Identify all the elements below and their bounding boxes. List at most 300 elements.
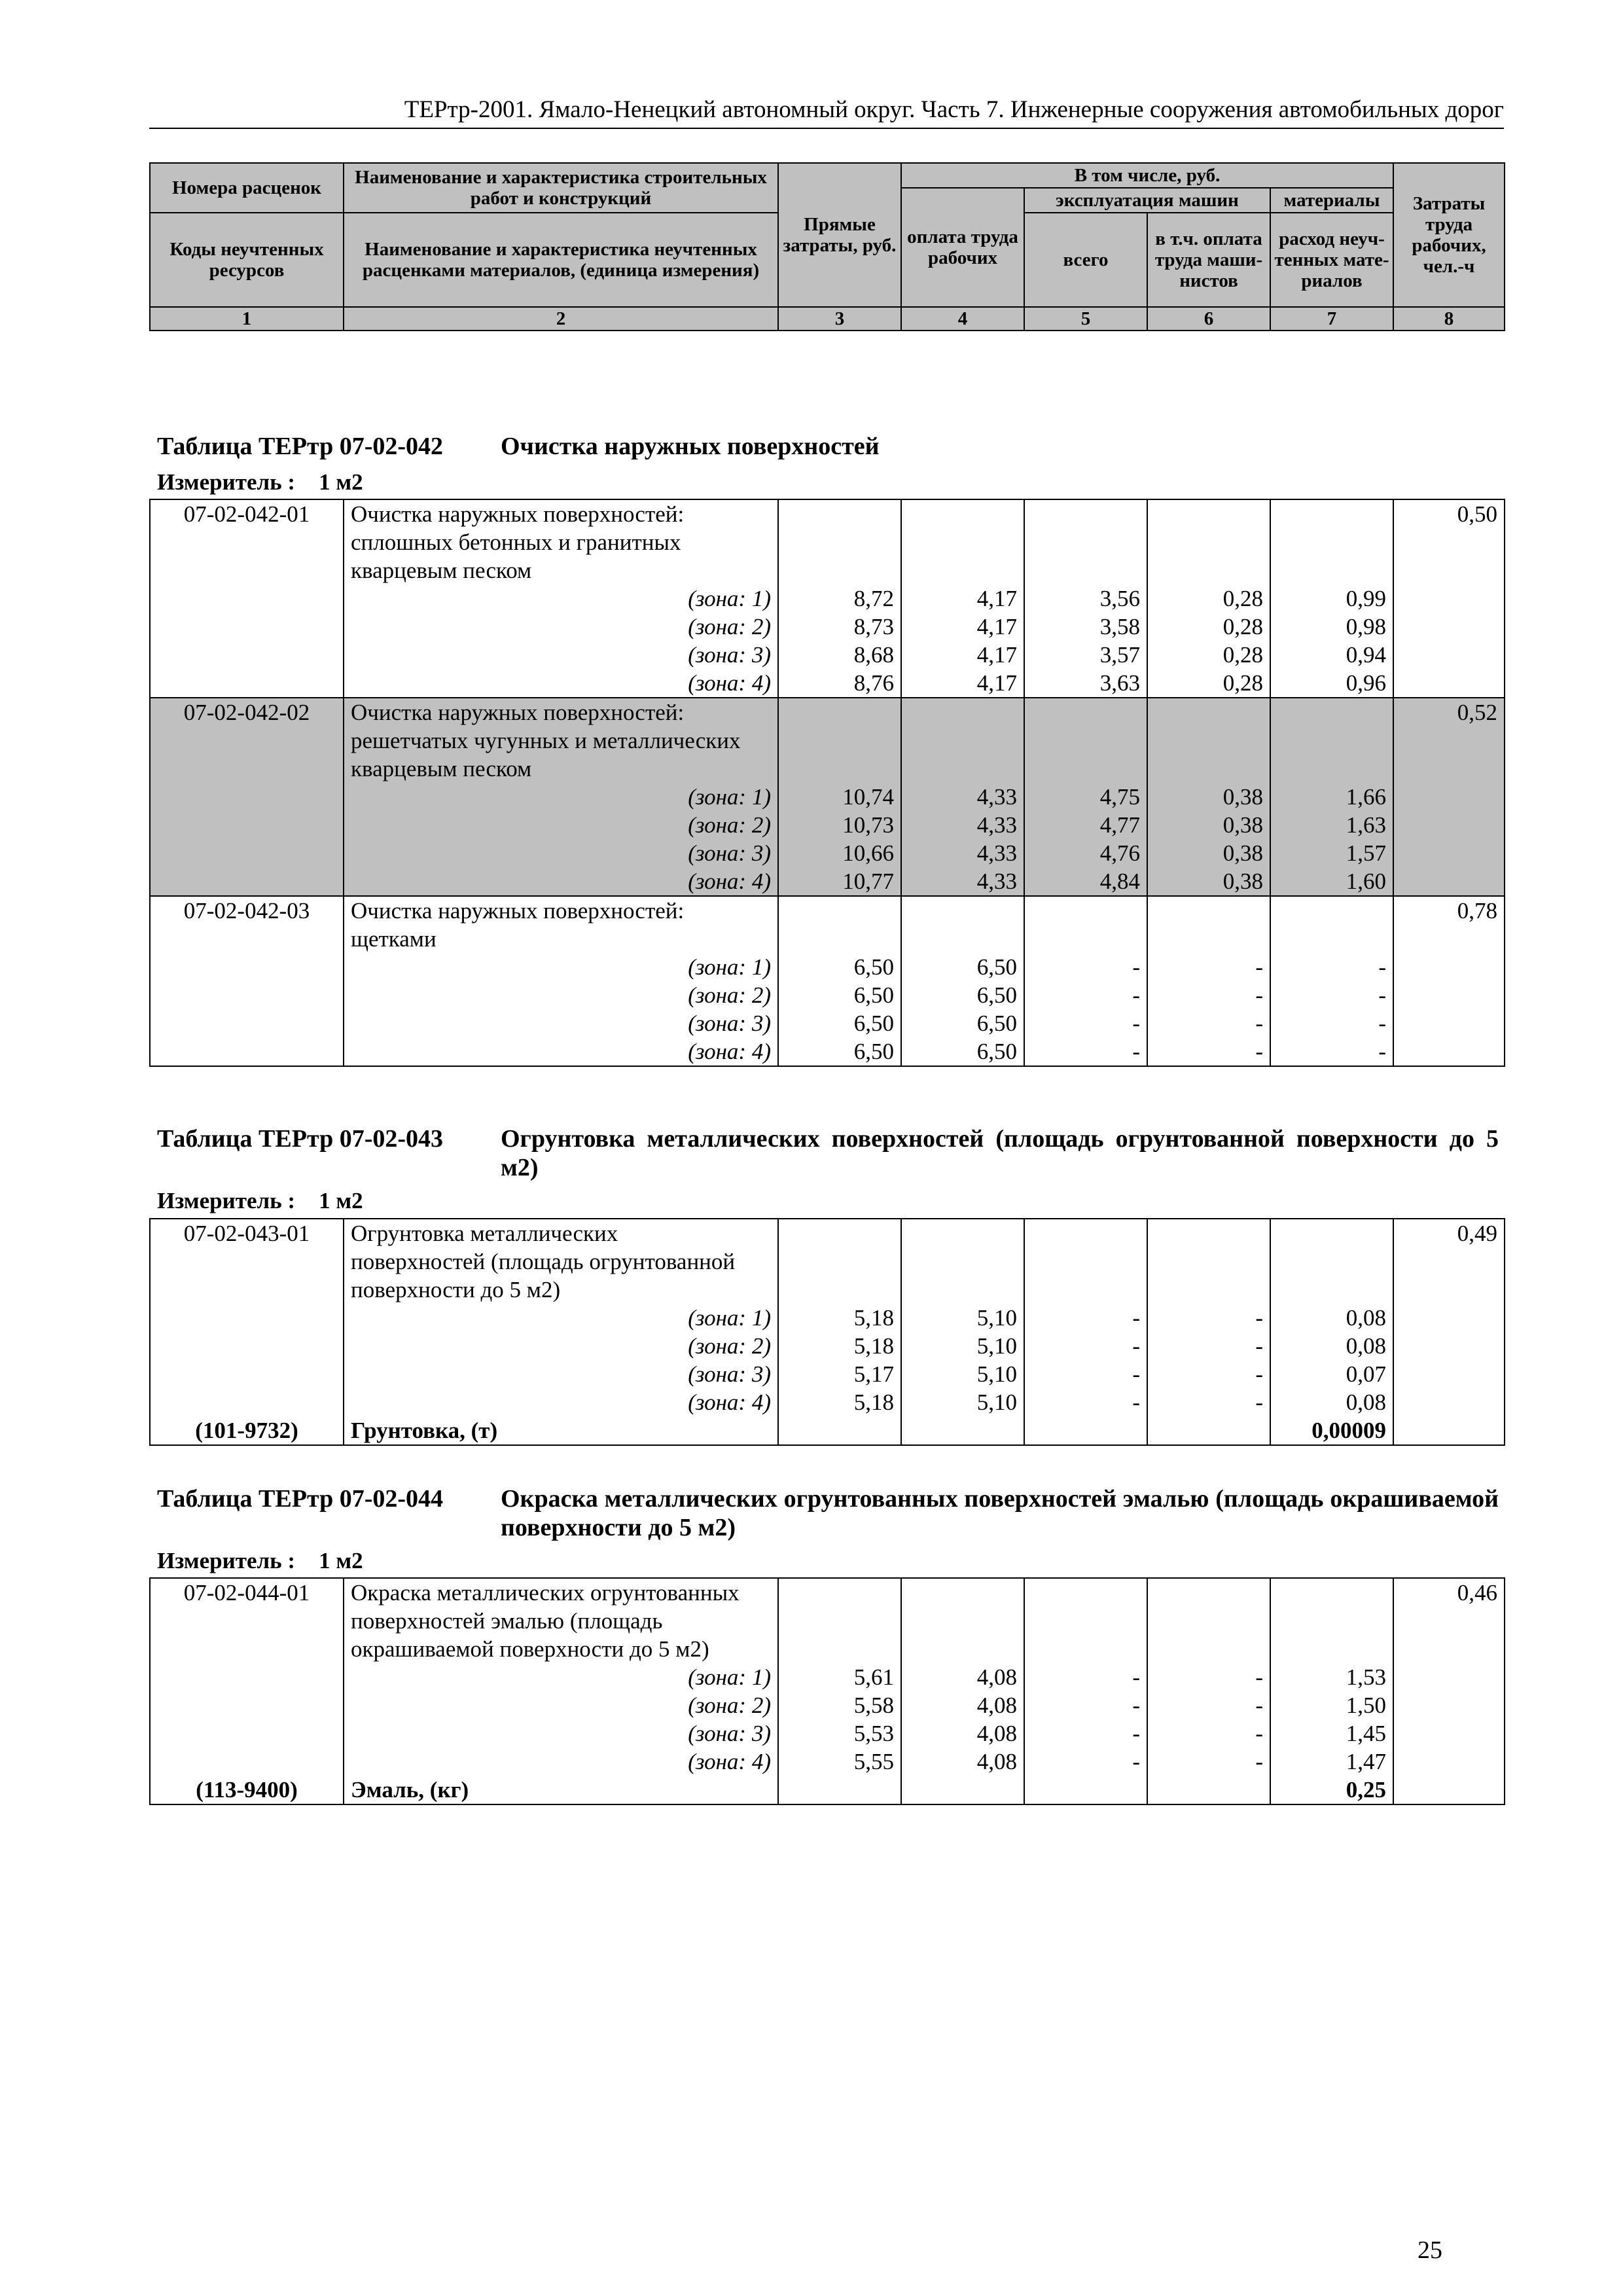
empty-cell: [150, 1748, 344, 1776]
col4-header: оплата труда рабочих: [901, 188, 1024, 307]
empty-cell: [1147, 925, 1270, 953]
empty-cell: [1393, 584, 1505, 613]
machines-total: -: [1024, 953, 1147, 981]
empty-cell: [1147, 755, 1270, 783]
zone-row: [150, 1009, 1505, 1037]
machinist-pay: -: [1147, 1663, 1270, 1691]
machinist-pay: 0,28: [1147, 669, 1270, 698]
empty-cell: [778, 1578, 901, 1607]
empty-cell: [1147, 1635, 1270, 1663]
empty-cell: [1393, 811, 1505, 839]
empty-cell: [1024, 1276, 1147, 1304]
empty-cell: [1393, 726, 1505, 755]
table-row: [150, 556, 1505, 584]
machines-total: 3,58: [1024, 613, 1147, 641]
zone-row: [150, 1719, 1505, 1748]
empty-cell: [1147, 1607, 1270, 1635]
zone-label: (зона: 2): [344, 981, 778, 1009]
empty-cell: [1147, 1578, 1270, 1607]
empty-cell: [1147, 726, 1270, 755]
rate-table: [149, 1577, 1505, 1805]
worker-pay: 6,50: [901, 981, 1024, 1009]
zone-row: [150, 584, 1505, 613]
zone-label: (зона: 3): [344, 839, 778, 867]
rate-description: Огрунтовка металлических: [344, 1219, 778, 1247]
worker-pay: 4,08: [901, 1691, 1024, 1719]
empty-cell: [1270, 1219, 1393, 1247]
direct-cost: 6,50: [778, 953, 901, 981]
machinist-pay: -: [1147, 1009, 1270, 1037]
rate-description: Очистка наружных поверхностей:: [344, 698, 778, 726]
empty-cell: [1393, 839, 1505, 867]
empty-cell: [150, 981, 344, 1009]
direct-cost: 10,77: [778, 867, 901, 896]
page-number: 25: [1418, 2236, 1442, 2264]
direct-cost: 10,74: [778, 783, 901, 811]
empty-cell: [1147, 1276, 1270, 1304]
empty-cell: [778, 1776, 901, 1804]
empty-cell: [150, 1037, 344, 1066]
empty-cell: [778, 1247, 901, 1276]
empty-cell: [1270, 1247, 1393, 1276]
empty-cell: [778, 1219, 901, 1247]
empty-cell: [778, 755, 901, 783]
direct-cost: 6,50: [778, 1037, 901, 1066]
materials-cost: 1,47: [1270, 1748, 1393, 1776]
machines-total: -: [1024, 1304, 1147, 1332]
empty-cell: [1024, 726, 1147, 755]
machines-total: 4,84: [1024, 867, 1147, 896]
empty-cell: [150, 783, 344, 811]
zone-row: [150, 867, 1505, 896]
zone-row: [150, 839, 1505, 867]
column-number: 5: [1024, 307, 1147, 331]
zone-label: (зона: 3): [344, 1360, 778, 1388]
rate-description: кварцевым песком: [344, 556, 778, 584]
empty-cell: [1147, 1247, 1270, 1276]
empty-cell: [778, 1276, 901, 1304]
zone-row: [150, 1388, 1505, 1416]
machinist-pay: -: [1147, 1304, 1270, 1332]
empty-cell: [150, 811, 344, 839]
empty-cell: [1024, 1247, 1147, 1276]
col1-header-top: Номера расценок: [150, 163, 344, 213]
empty-cell: [778, 1635, 901, 1663]
empty-cell: [901, 1416, 1024, 1445]
labor-cost: 0,46: [1393, 1578, 1505, 1607]
empty-cell: [1024, 1776, 1147, 1804]
materials-cost: -: [1270, 953, 1393, 981]
table-row: [150, 1607, 1505, 1635]
machines-total: 3,57: [1024, 641, 1147, 669]
direct-cost: 8,76: [778, 669, 901, 698]
table-row: [150, 1635, 1505, 1663]
machinist-pay: -: [1147, 1332, 1270, 1360]
empty-cell: [1393, 1416, 1505, 1445]
rate-code: 07-02-042-03: [150, 896, 344, 925]
zone-row: [150, 1748, 1505, 1776]
zone-label: (зона: 3): [344, 641, 778, 669]
section-table-code: Таблица ТЕРтр 07-02-044: [157, 1485, 444, 1513]
empty-cell: [901, 1607, 1024, 1635]
empty-cell: [1270, 499, 1393, 528]
empty-cell: [150, 1635, 344, 1663]
worker-pay: 6,50: [901, 1037, 1024, 1066]
column-numbers-row: [150, 307, 1505, 331]
measure-value: 1 м2: [319, 469, 363, 495]
machinist-pay: 0,38: [1147, 783, 1270, 811]
empty-cell: [150, 1691, 344, 1719]
machinist-pay: -: [1147, 1360, 1270, 1388]
empty-cell: [1393, 1276, 1505, 1304]
rate-description: поверхностей эмалью (площадь: [344, 1607, 778, 1635]
empty-cell: [1393, 556, 1505, 584]
materials-cost: 0,99: [1270, 584, 1393, 613]
table-row: [150, 499, 1505, 528]
empty-cell: [901, 1776, 1024, 1804]
zone-row: [150, 1332, 1505, 1360]
table-row: [150, 896, 1505, 925]
worker-pay: 5,10: [901, 1304, 1024, 1332]
empty-cell: [150, 1009, 344, 1037]
direct-cost: 10,66: [778, 839, 901, 867]
measure-label: Измеритель :: [157, 1188, 296, 1213]
empty-cell: [1393, 953, 1505, 981]
empty-cell: [1270, 726, 1393, 755]
zone-label: (зона: 2): [344, 613, 778, 641]
rate-code: 07-02-042-02: [150, 698, 344, 726]
table-row: [150, 528, 1505, 556]
zone-row: [150, 613, 1505, 641]
machines-total: 4,77: [1024, 811, 1147, 839]
empty-cell: [1024, 499, 1147, 528]
col2-header-top: Наименование и характеристика строительных работ и конструкций: [344, 163, 778, 213]
worker-pay: 4,17: [901, 641, 1024, 669]
labor-cost: 0,50: [1393, 499, 1505, 528]
machinist-pay: -: [1147, 981, 1270, 1009]
worker-pay: 4,17: [901, 613, 1024, 641]
zone-label: (зона: 4): [344, 1037, 778, 1066]
empty-cell: [150, 726, 344, 755]
empty-cell: [1393, 1719, 1505, 1748]
worker-pay: 4,33: [901, 839, 1024, 867]
column-number: 4: [901, 307, 1024, 331]
worker-pay: 4,08: [901, 1663, 1024, 1691]
machines-total: -: [1024, 1748, 1147, 1776]
resource-code: (101-9732): [150, 1416, 344, 1445]
direct-cost: 5,18: [778, 1388, 901, 1416]
zone-row: [150, 641, 1505, 669]
measure-value: 1 м2: [319, 1188, 363, 1213]
empty-cell: [1393, 1607, 1505, 1635]
empty-cell: [150, 755, 344, 783]
resource-code: (113-9400): [150, 1776, 344, 1804]
table-row: [150, 1276, 1505, 1304]
direct-cost: 5,53: [778, 1719, 901, 1748]
section-table-name: Очистка наружных поверхностей: [501, 433, 880, 460]
empty-cell: [1024, 896, 1147, 925]
section-table-name: Окраска металлических огрунтованных поверхностей эмалью (площадь окрашиваемой поверхности до 5 м2): [501, 1485, 1499, 1541]
worker-pay: 5,10: [901, 1360, 1024, 1388]
rate-description: кварцевым песком: [344, 755, 778, 783]
rate-description: окрашиваемой поверхности до 5 м2): [344, 1635, 778, 1663]
worker-pay: 4,17: [901, 584, 1024, 613]
measure-label: Измеритель :: [157, 1548, 296, 1573]
worker-pay: 4,17: [901, 669, 1024, 698]
section-table-code: Таблица ТЕРтр 07-02-043: [157, 1125, 444, 1153]
col2-header-bottom: Наименование и характеристика неучтенных расценками материалов, (единица измерения): [344, 213, 778, 307]
measure-line: [157, 1548, 363, 1574]
col1-header-bottom: Коды неучтенных ресурсов: [150, 213, 344, 307]
materials-cost: 1,45: [1270, 1719, 1393, 1748]
zone-row: [150, 981, 1505, 1009]
empty-cell: [901, 499, 1024, 528]
zone-label: (зона: 1): [344, 1663, 778, 1691]
zone-label: (зона: 2): [344, 811, 778, 839]
machines-total: -: [1024, 1388, 1147, 1416]
section-table-code: Таблица ТЕРтр 07-02-042: [157, 433, 444, 460]
machines-total: -: [1024, 1691, 1147, 1719]
measure-line: [157, 1188, 363, 1214]
empty-cell: [1393, 755, 1505, 783]
rate-description: Очистка наружных поверхностей:: [344, 499, 778, 528]
empty-cell: [1270, 1607, 1393, 1635]
worker-pay: 4,33: [901, 783, 1024, 811]
zone-label: (зона: 1): [344, 584, 778, 613]
empty-cell: [1147, 1416, 1270, 1445]
zone-label: (зона: 1): [344, 953, 778, 981]
direct-cost: 8,73: [778, 613, 901, 641]
direct-cost: 10,73: [778, 811, 901, 839]
empty-cell: [901, 556, 1024, 584]
empty-cell: [1393, 1776, 1505, 1804]
materials-cost: 0,08: [1270, 1388, 1393, 1416]
worker-pay: 5,10: [901, 1388, 1024, 1416]
empty-cell: [1393, 783, 1505, 811]
empty-cell: [1270, 925, 1393, 953]
empty-cell: [1270, 896, 1393, 925]
empty-cell: [1393, 1304, 1505, 1332]
empty-cell: [1147, 556, 1270, 584]
empty-cell: [1270, 755, 1393, 783]
section-title: [157, 432, 1499, 461]
worker-pay: 6,50: [901, 1009, 1024, 1037]
table-row: [150, 1578, 1505, 1607]
measure-line: [157, 469, 363, 495]
empty-cell: [778, 528, 901, 556]
empty-cell: [150, 584, 344, 613]
materials-cost: 0,08: [1270, 1304, 1393, 1332]
machinist-pay: 0,38: [1147, 867, 1270, 896]
direct-cost: 5,55: [778, 1748, 901, 1776]
empty-cell: [778, 925, 901, 953]
empty-cell: [1393, 1332, 1505, 1360]
empty-cell: [1024, 1219, 1147, 1247]
empty-cell: [150, 1332, 344, 1360]
empty-cell: [150, 953, 344, 981]
rate-code: 07-02-043-01: [150, 1219, 344, 1247]
materials-cost: 1,53: [1270, 1663, 1393, 1691]
empty-cell: [150, 613, 344, 641]
empty-cell: [1393, 1037, 1505, 1066]
machinist-pay: 0,28: [1147, 613, 1270, 641]
empty-cell: [1393, 1748, 1505, 1776]
empty-cell: [1393, 1009, 1505, 1037]
machines-total: -: [1024, 1663, 1147, 1691]
machines-total: 3,56: [1024, 584, 1147, 613]
materials-cost: 0,94: [1270, 641, 1393, 669]
zone-row: [150, 811, 1505, 839]
table-row: [150, 698, 1505, 726]
section-title: [157, 1484, 1499, 1542]
empty-cell: [901, 1247, 1024, 1276]
labor-cost: 0,49: [1393, 1219, 1505, 1247]
column-number: 8: [1393, 307, 1505, 331]
direct-cost: 6,50: [778, 981, 901, 1009]
machinist-pay: 0,28: [1147, 584, 1270, 613]
empty-cell: [778, 896, 901, 925]
empty-cell: [1393, 981, 1505, 1009]
resource-quantity: 0,25: [1270, 1776, 1393, 1804]
empty-cell: [1270, 1578, 1393, 1607]
section-table-name: Огрунтовка металлических поверхностей (площадь огрунтованной поверхности до 5 м2): [501, 1125, 1499, 1181]
table-row: [150, 755, 1505, 783]
empty-cell: [1024, 1416, 1147, 1445]
machines-total: -: [1024, 1009, 1147, 1037]
empty-cell: [901, 726, 1024, 755]
empty-cell: [901, 1276, 1024, 1304]
direct-cost: 6,50: [778, 1009, 901, 1037]
empty-cell: [150, 1276, 344, 1304]
rate-table: [149, 499, 1505, 1067]
empty-cell: [1024, 1635, 1147, 1663]
empty-cell: [1270, 698, 1393, 726]
empty-cell: [1393, 669, 1505, 698]
machinist-pay: -: [1147, 953, 1270, 981]
zone-label: (зона: 1): [344, 783, 778, 811]
zone-label: (зона: 4): [344, 1748, 778, 1776]
column-number: 2: [344, 307, 778, 331]
machinist-pay: -: [1147, 1719, 1270, 1748]
materials-cost: 0,96: [1270, 669, 1393, 698]
empty-cell: [1024, 1578, 1147, 1607]
worker-pay: 4,33: [901, 811, 1024, 839]
rate-description: решетчатых чугунных и металлических: [344, 726, 778, 755]
machinist-pay: -: [1147, 1691, 1270, 1719]
direct-cost: 5,18: [778, 1304, 901, 1332]
empty-cell: [1393, 528, 1505, 556]
table-row: [150, 925, 1505, 953]
empty-cell: [150, 1663, 344, 1691]
worker-pay: 4,33: [901, 867, 1024, 896]
machines-total: -: [1024, 1037, 1147, 1066]
materials-cost: 1,57: [1270, 839, 1393, 867]
empty-cell: [1393, 1247, 1505, 1276]
zone-row: [150, 953, 1505, 981]
empty-cell: [901, 896, 1024, 925]
machines-total: -: [1024, 1332, 1147, 1360]
zone-row: [150, 1360, 1505, 1388]
empty-cell: [901, 528, 1024, 556]
rate-code: 07-02-044-01: [150, 1578, 344, 1607]
table-row: [150, 1247, 1505, 1276]
empty-cell: [1393, 613, 1505, 641]
direct-cost: 5,58: [778, 1691, 901, 1719]
zone-label: (зона: 3): [344, 1009, 778, 1037]
empty-cell: [901, 755, 1024, 783]
empty-cell: [1393, 1388, 1505, 1416]
empty-cell: [150, 1607, 344, 1635]
empty-cell: [150, 669, 344, 698]
empty-cell: [1393, 925, 1505, 953]
empty-cell: [150, 641, 344, 669]
col8-header: Затраты труда рабочих, чел.-ч: [1393, 163, 1505, 307]
running-header: ТЕРтр-2001. Ямало-Ненецкий автономный округ. Часть 7. Инженерные сооружения автомобильных дорог: [149, 95, 1504, 129]
rate-code: 07-02-042-01: [150, 499, 344, 528]
empty-cell: [778, 499, 901, 528]
included-header: В том числе, руб.: [901, 163, 1393, 188]
materials-cost: 0,08: [1270, 1332, 1393, 1360]
empty-cell: [1270, 556, 1393, 584]
rate-table: [149, 1218, 1505, 1446]
empty-cell: [1147, 1219, 1270, 1247]
machines-total: -: [1024, 981, 1147, 1009]
zone-label: (зона: 4): [344, 867, 778, 896]
rate-description: Окраска металлических огрунтованных: [344, 1578, 778, 1607]
zone-label: (зона: 1): [344, 1304, 778, 1332]
zone-row: [150, 1037, 1505, 1066]
materials-cost: 1,50: [1270, 1691, 1393, 1719]
machines-total: 3,63: [1024, 669, 1147, 698]
empty-cell: [150, 867, 344, 896]
machinist-pay: -: [1147, 1748, 1270, 1776]
col5-header: всего: [1024, 213, 1147, 307]
table-row: [150, 726, 1505, 755]
empty-cell: [1147, 1776, 1270, 1804]
labor-cost: 0,52: [1393, 698, 1505, 726]
worker-pay: 6,50: [901, 953, 1024, 981]
machines-total: -: [1024, 1719, 1147, 1748]
labor-cost: 0,78: [1393, 896, 1505, 925]
table-row: [150, 1219, 1505, 1247]
machinist-pay: -: [1147, 1388, 1270, 1416]
machinist-pay: 0,38: [1147, 811, 1270, 839]
empty-cell: [1393, 1691, 1505, 1719]
materials-cost: 0,98: [1270, 613, 1393, 641]
empty-cell: [150, 839, 344, 867]
empty-cell: [1147, 698, 1270, 726]
empty-cell: [1393, 1663, 1505, 1691]
worker-pay: 5,10: [901, 1332, 1024, 1360]
empty-cell: [1024, 528, 1147, 556]
empty-cell: [150, 528, 344, 556]
rate-description: щетками: [344, 925, 778, 953]
empty-cell: [778, 1416, 901, 1445]
direct-cost: 5,17: [778, 1360, 901, 1388]
empty-cell: [1147, 499, 1270, 528]
worker-pay: 4,08: [901, 1719, 1024, 1748]
direct-cost: 5,61: [778, 1663, 901, 1691]
resource-quantity: 0,00009: [1270, 1416, 1393, 1445]
worker-pay: 4,08: [901, 1748, 1024, 1776]
empty-cell: [901, 925, 1024, 953]
direct-cost: 8,72: [778, 584, 901, 613]
empty-cell: [150, 556, 344, 584]
column-number: 7: [1270, 307, 1393, 331]
materials-cost: 1,66: [1270, 783, 1393, 811]
empty-cell: [1270, 1276, 1393, 1304]
materials-cost: -: [1270, 1037, 1393, 1066]
